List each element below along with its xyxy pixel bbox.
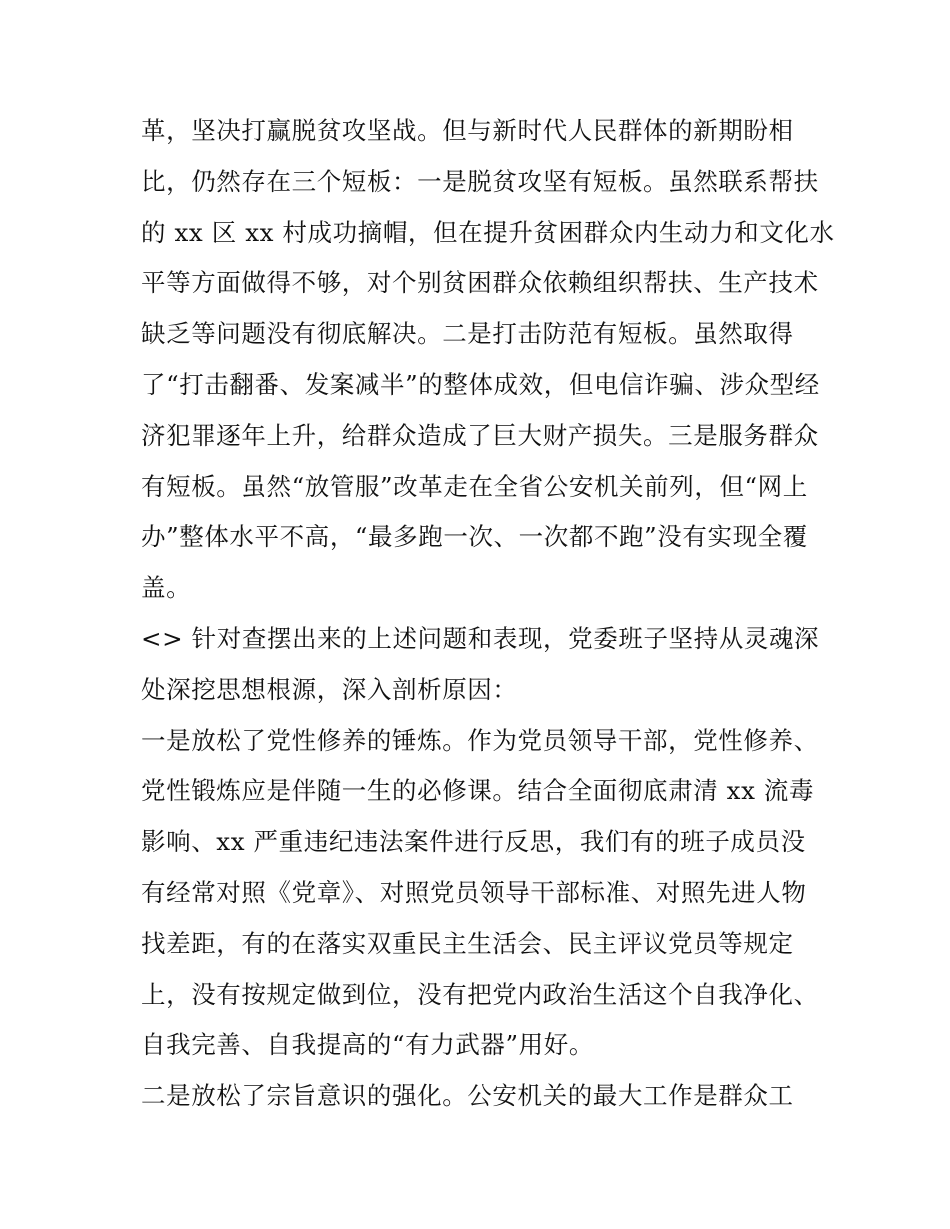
- text-line: 革，坚决打赢脱贫攻坚战。但与新时代人民群体的新期盼相: [141, 116, 794, 145]
- text-line: 比，仍然存在三个短板：一是脱贫攻坚有短板。虽然联系帮扶: [141, 166, 819, 196]
- text-line: 二是放松了宗旨意识的强化。公安机关的最大工作是群众工: [141, 1081, 794, 1111]
- text-line: 党性锻炼应是伴随一生的必修课。结合全面彻底肃清 xx 流毒: [141, 776, 815, 806]
- text-line: 了“打击翻番、发案减半”的整体成效，但电信诈骗、涉众型经: [141, 369, 820, 399]
- text-line: 上，没有按规定做到位，没有把党内政治生活这个自我净化、: [141, 979, 819, 1009]
- text-line: 自我完善、自我提高的“有力武器”用好。: [141, 1030, 594, 1060]
- text-line: 影响、xx 严重违纪违法案件进行反思，我们有的班子成员没: [141, 827, 806, 857]
- text-line: 一是放松了党性修养的锤炼。作为党员领导干部，党性修养、: [141, 725, 819, 755]
- text-line: <> 针对查摆出来的上述问题和表现，党委班子坚持从灵魂深: [141, 623, 820, 653]
- text-line: 有短板。虽然“放管服”改革走在全省公安机关前列，但“网上: [141, 471, 808, 501]
- text-line: 济犯罪逐年上升，给群众造成了巨大财产损失。三是服务群众: [141, 420, 819, 450]
- text-line: 办”整体水平不高，“最多跑一次、一次都不跑”没有实现全覆: [141, 522, 808, 552]
- body-text: [141, 106, 835, 1122]
- text-line: 找差距，有的在落实双重民主生活会、民主评议党员等规定: [141, 928, 794, 958]
- text-line: 缺乏等问题没有彻底解决。二是打击防范有短板。虽然取得: [141, 319, 794, 349]
- text-line: 处深挖思想根源，深入剖析原因：: [141, 674, 518, 704]
- text-line: 的 xx 区 xx 村成功摘帽，但在提升贫困群众内生动力和文化水: [141, 217, 835, 247]
- text-line: 平等方面做得不够，对个别贫困群众依赖组织帮扶、生产技术: [141, 268, 819, 298]
- text-line: 盖。: [141, 573, 192, 603]
- text-line: 有经常对照《党章》、对照党员领导干部标准、对照先进人物: [141, 877, 807, 907]
